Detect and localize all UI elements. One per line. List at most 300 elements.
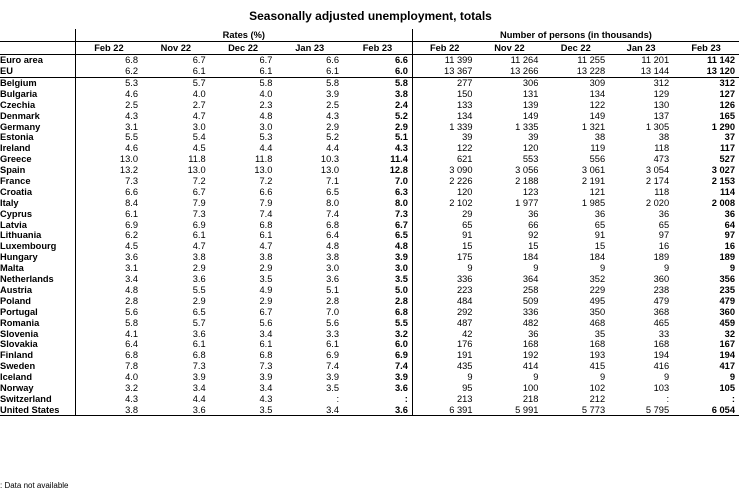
persons-cell: 65 [658, 219, 670, 230]
persons-cell: 29 [412, 208, 476, 219]
persons-group-header: Number of persons (in thousands) [412, 29, 739, 42]
rate-cell: 5.8 [259, 78, 273, 89]
persons-cell: 2 020 [645, 197, 670, 208]
rate-cell: 6.9 [75, 219, 142, 230]
country-cell: Greece [0, 154, 32, 165]
persons-cell: 137 [653, 110, 670, 121]
table-row [0, 394, 739, 405]
persons-cell: 306 [522, 78, 539, 89]
persons-cell: 553 [522, 154, 539, 165]
rate-cell: 7.4 [326, 361, 340, 372]
persons-cell: 238 [653, 284, 670, 295]
rate-cell: 6.9 [326, 350, 340, 361]
rate-cell: 6.6 [326, 55, 340, 66]
persons-cell: 184 [589, 252, 606, 263]
table-row [0, 328, 739, 339]
country-cell: Romania [0, 317, 40, 328]
rate-cell: 3.6 [75, 252, 142, 263]
persons-cell: 1 339 [412, 121, 476, 132]
rate-cell: 3.6 [192, 328, 206, 339]
persons-cell: 13 144 [609, 66, 673, 77]
table-row [0, 121, 739, 132]
persons-cell: 165 [719, 110, 735, 121]
persons-cell: 36 [528, 328, 539, 339]
persons-cell: 368 [653, 306, 670, 317]
persons-cell: 473 [653, 154, 670, 165]
rate-cell: 6.1 [259, 339, 273, 350]
rate-cell: 2.9 [394, 121, 408, 132]
persons-cell: 360 [719, 306, 735, 317]
rate-cell: 3.6 [343, 405, 412, 416]
persons-month-header: Dec 22 [542, 42, 609, 55]
persons-cell: 191 [412, 350, 476, 361]
country-cell: Finland [0, 350, 34, 361]
rate-cell: 4.4 [259, 143, 273, 154]
rate-cell: 6.4 [326, 230, 340, 241]
table-row [0, 208, 739, 219]
rate-cell: 4.7 [192, 110, 206, 121]
persons-cell: 139 [522, 99, 539, 110]
rate-cell: 3.4 [259, 328, 273, 339]
persons-cell: 1 335 [515, 121, 539, 132]
rate-cell: 6.4 [75, 339, 142, 350]
persons-cell: 479 [719, 295, 735, 306]
rate-cell: 13.0 [75, 154, 142, 165]
country-header [0, 42, 75, 55]
persons-cell: 2 188 [515, 176, 539, 187]
country-cell: Cyprus [0, 208, 33, 219]
persons-cell: 3 061 [581, 165, 606, 176]
country-cell: Croatia [0, 186, 33, 197]
persons-cell: 37 [724, 132, 735, 143]
country-cell: Switzerland [0, 393, 52, 404]
rate-cell: 3.3 [326, 328, 340, 339]
rate-cell: 3.2 [394, 328, 408, 339]
rate-cell: 3.8 [259, 252, 273, 263]
persons-cell: 1 985 [581, 197, 606, 208]
rate-cell: 6.1 [210, 66, 277, 77]
rate-cell: 4.3 [75, 110, 142, 121]
rate-cell: 8.0 [326, 197, 340, 208]
persons-cell: 65 [594, 219, 606, 230]
footnote: : Data not available [0, 481, 69, 490]
rates-month-header: Feb 22 [75, 42, 142, 55]
table-row [0, 176, 739, 187]
persons-cell: 487 [412, 317, 476, 328]
rate-cell: 13.0 [320, 165, 340, 176]
rate-cell: 6.0 [394, 339, 408, 350]
table-row [0, 405, 739, 416]
rate-cell: 5.8 [75, 317, 142, 328]
rate-cell: 4.4 [326, 143, 340, 154]
rate-cell: 3.9 [394, 372, 408, 383]
persons-cell: 105 [719, 382, 735, 393]
rate-cell: 6.1 [142, 66, 210, 77]
persons-cell: 65 [412, 219, 476, 230]
persons-cell: 13 228 [542, 66, 609, 77]
table-row [0, 143, 739, 154]
table-row [0, 252, 739, 263]
persons-cell: 9 [412, 263, 476, 274]
rate-cell: 7.2 [259, 176, 273, 187]
persons-cell: 277 [412, 77, 476, 88]
rate-cell: 3.9 [394, 252, 408, 263]
persons-cell: 120 [522, 143, 539, 154]
rate-cell: 7.9 [192, 197, 206, 208]
persons-cell: 149 [589, 110, 606, 121]
persons-month-header: Feb 22 [412, 42, 476, 55]
rate-cell: 4.4 [192, 393, 206, 404]
persons-cell: 11 201 [641, 55, 670, 66]
rate-cell: 4.3 [394, 143, 408, 154]
country-cell: Lithuania [0, 230, 42, 241]
rate-cell: 2.5 [326, 99, 340, 110]
country-cell: Germany [0, 121, 41, 132]
country-cell: Netherlands [0, 274, 54, 285]
rate-cell: 5.1 [394, 132, 408, 143]
corner-cell [0, 29, 75, 42]
rate-cell: 6.7 [259, 306, 273, 317]
persons-cell: 175 [412, 252, 476, 263]
persons-cell: 2 174 [645, 176, 670, 187]
persons-cell: 121 [589, 186, 606, 197]
rate-cell: 6.7 [394, 219, 408, 230]
persons-cell: 360 [653, 274, 670, 285]
persons-cell: 11 399 [412, 55, 476, 66]
table-row [0, 132, 739, 143]
rate-cell: 2.3 [259, 99, 273, 110]
persons-cell: 364 [522, 274, 539, 285]
rate-cell: 4.1 [75, 328, 142, 339]
table-row [0, 110, 739, 121]
rate-cell: 6.1 [192, 339, 206, 350]
rate-cell: 7.3 [192, 361, 206, 372]
rate-cell: : [336, 393, 340, 404]
persons-cell: 9 [599, 263, 606, 274]
persons-cell: 118 [654, 186, 670, 197]
rate-cell: 6.8 [192, 350, 206, 361]
persons-cell: 11 142 [707, 55, 735, 66]
persons-cell: 15 [528, 241, 539, 252]
table-body [0, 55, 739, 416]
table-row [0, 383, 739, 394]
rate-cell: 2.8 [394, 295, 408, 306]
persons-cell: 122 [412, 143, 476, 154]
rate-cell: 4.7 [259, 241, 273, 252]
persons-month-header: Nov 22 [476, 42, 542, 55]
rate-cell: 13.0 [254, 165, 273, 176]
persons-cell: 97 [658, 230, 670, 241]
rates-month-header: Dec 22 [210, 42, 277, 55]
persons-cell: 36 [724, 208, 735, 219]
persons-cell: 11 264 [510, 55, 539, 66]
rate-cell: 3.8 [326, 252, 340, 263]
persons-cell: 350 [589, 306, 606, 317]
country-cell: Czechia [0, 99, 36, 110]
table-row [0, 219, 739, 230]
table-row [0, 77, 739, 88]
country-cell: Slovenia [0, 328, 39, 339]
persons-cell: 309 [589, 78, 606, 89]
rate-cell: 2.8 [75, 296, 142, 307]
rate-cell: 2.9 [192, 263, 206, 274]
persons-cell: 117 [720, 143, 735, 154]
persons-cell: 2 008 [711, 197, 735, 208]
persons-cell: 212 [589, 393, 606, 404]
rate-cell: 3.6 [326, 274, 340, 285]
rate-cell: 4.9 [259, 284, 273, 295]
rate-cell: 4.3 [75, 394, 142, 405]
persons-cell: 36 [528, 208, 539, 219]
persons-cell: 468 [589, 317, 606, 328]
rate-cell: 11.8 [188, 154, 206, 165]
persons-cell: 1 305 [645, 121, 670, 132]
table-row [0, 198, 739, 209]
rate-cell: 4.5 [75, 241, 142, 252]
rate-cell: 3.4 [276, 405, 343, 416]
persons-cell: 13 266 [476, 66, 542, 77]
persons-cell: 417 [719, 361, 735, 372]
persons-cell: 168 [589, 339, 606, 350]
rate-cell: 5.5 [394, 317, 408, 328]
rate-cell: 3.0 [259, 121, 273, 132]
rate-cell: 7.3 [394, 208, 408, 219]
persons-cell: 356 [719, 274, 735, 285]
rate-cell: 4.5 [192, 143, 206, 154]
persons-cell: 15 [594, 241, 606, 252]
persons-cell: 9 [663, 372, 670, 383]
table-row [0, 285, 739, 296]
persons-cell: 556 [589, 154, 606, 165]
rate-cell: 6.3 [394, 186, 408, 197]
rate-cell: 5.5 [75, 132, 142, 143]
country-cell: United States [0, 405, 75, 416]
rate-cell: 6.9 [394, 350, 408, 361]
persons-cell: 416 [653, 361, 670, 372]
persons-cell: 2 153 [711, 176, 735, 187]
rate-cell: 6.8 [259, 219, 273, 230]
rate-cell: 11.4 [390, 154, 408, 165]
country-cell: France [0, 176, 31, 187]
persons-cell: 134 [589, 88, 606, 99]
persons-cell: 91 [594, 230, 606, 241]
rate-cell: 4.8 [326, 241, 340, 252]
persons-cell: 1 977 [515, 197, 539, 208]
persons-cell: 149 [522, 110, 539, 121]
rate-cell: 3.1 [75, 263, 142, 274]
rate-cell: 6.2 [75, 230, 142, 241]
rate-cell: 5.8 [394, 78, 408, 89]
rate-cell: 6.2 [75, 66, 142, 77]
rate-cell: 3.5 [394, 274, 408, 285]
persons-cell: 13 367 [412, 66, 476, 77]
persons-cell: 2 226 [412, 176, 476, 187]
persons-cell: 123 [522, 186, 539, 197]
country-cell: Slovakia [0, 339, 38, 350]
rate-cell: 6.8 [326, 219, 340, 230]
persons-cell: 126 [719, 99, 735, 110]
rate-cell: 6.8 [394, 306, 408, 317]
rate-cell: 10.3 [320, 154, 340, 165]
rate-cell: 6.1 [276, 66, 343, 77]
persons-cell: 415 [589, 361, 606, 372]
table-row [0, 296, 739, 307]
table-row [0, 230, 739, 241]
persons-cell: 5 773 [542, 405, 609, 416]
persons-cell: : [731, 393, 735, 404]
persons-cell: 100 [522, 382, 539, 393]
rate-cell: 2.9 [259, 295, 273, 306]
rate-cell: 7.8 [75, 361, 142, 372]
rate-cell: 11.8 [255, 154, 273, 165]
persons-cell: 459 [719, 317, 735, 328]
persons-cell: 336 [522, 306, 539, 317]
country-cell: Estonia [0, 132, 34, 143]
rate-cell: 3.9 [192, 372, 206, 383]
rate-cell: 7.3 [259, 361, 273, 372]
table-row [0, 187, 739, 198]
persons-cell: 11 255 [577, 55, 606, 66]
persons-cell: 414 [522, 361, 539, 372]
rate-cell: 6.6 [259, 186, 273, 197]
persons-cell: 122 [589, 99, 606, 110]
country-cell: EU [0, 66, 75, 77]
persons-cell: 223 [412, 285, 476, 296]
persons-cell: 5 991 [476, 405, 542, 416]
rate-cell: 4.0 [259, 88, 273, 99]
rate-cell: 3.6 [192, 274, 206, 285]
persons-cell: 3 027 [711, 165, 735, 176]
persons-cell: 482 [522, 317, 539, 328]
rate-cell: 2.5 [75, 100, 142, 111]
rate-cell: 5.5 [192, 284, 206, 295]
country-cell: Euro area [0, 55, 43, 66]
rate-cell: 3.6 [394, 382, 408, 393]
rate-cell: 7.0 [394, 176, 408, 187]
rate-cell: 13.2 [75, 165, 142, 176]
country-cell: Belgium [0, 78, 37, 89]
persons-cell: 2 191 [581, 176, 606, 187]
country-cell: Ireland [0, 143, 31, 154]
rate-cell: 7.3 [192, 208, 206, 219]
persons-cell: 92 [528, 230, 539, 241]
table-row [0, 241, 739, 252]
persons-cell: 3 054 [645, 165, 670, 176]
rate-cell: 4.3 [326, 110, 340, 121]
persons-cell: 16 [658, 241, 670, 252]
rate-cell: 3.0 [326, 263, 340, 274]
persons-cell: 9 [533, 263, 539, 274]
rate-cell: 3.8 [192, 252, 206, 263]
rate-cell: 7.3 [75, 176, 142, 187]
rate-cell: 6.1 [326, 339, 340, 350]
table-row [0, 66, 739, 77]
rate-cell: 3.4 [192, 382, 206, 393]
persons-cell: 5 795 [609, 405, 673, 416]
rate-cell: 2.9 [192, 295, 206, 306]
rate-cell: 7.2 [192, 176, 206, 187]
rate-cell: 6.8 [75, 55, 142, 66]
persons-cell: 465 [653, 317, 670, 328]
persons-cell: 167 [719, 339, 735, 350]
rate-cell: 4.7 [192, 241, 206, 252]
table-row [0, 55, 739, 66]
table-row [0, 350, 739, 361]
persons-cell: 189 [719, 252, 735, 263]
persons-cell: 168 [653, 339, 670, 350]
table-row [0, 100, 739, 111]
rates-month-header: Feb 23 [343, 42, 412, 55]
table-title: Seasonally adjusted unemployment, totals [249, 9, 492, 23]
rate-cell: 6.8 [259, 350, 273, 361]
persons-cell: 168 [522, 339, 539, 350]
persons-cell: 176 [412, 339, 476, 350]
rate-cell: 4.0 [192, 88, 206, 99]
table-row [0, 165, 739, 176]
persons-month-header: Feb 23 [673, 42, 739, 55]
rate-cell: 5.1 [326, 284, 340, 295]
rate-cell: 3.0 [192, 121, 206, 132]
rate-cell: 6.1 [192, 230, 206, 241]
rate-cell: 7.9 [259, 197, 273, 208]
rate-cell: 6.0 [343, 66, 412, 77]
persons-cell: 16 [724, 241, 735, 252]
country-cell: Latvia [0, 219, 27, 230]
persons-cell: 134 [412, 110, 476, 121]
rate-cell: 4.6 [75, 89, 142, 100]
country-cell: Iceland [0, 372, 33, 383]
rate-cell: 8.0 [394, 197, 408, 208]
persons-cell: 235 [719, 284, 735, 295]
country-cell: Sweden [0, 361, 36, 372]
rate-cell: 6.6 [75, 187, 142, 198]
persons-cell: 484 [412, 296, 476, 307]
rate-cell: 6.6 [394, 55, 408, 66]
persons-cell: 435 [412, 361, 476, 372]
rate-cell: 6.7 [192, 55, 206, 66]
persons-cell: 120 [412, 187, 476, 198]
rate-cell: 5.6 [326, 317, 340, 328]
persons-cell: 39 [412, 132, 476, 143]
country-cell: Norway [0, 382, 34, 393]
rate-cell: 5.3 [75, 77, 142, 88]
persons-cell: 38 [658, 132, 670, 143]
persons-cell: 13 120 [673, 66, 739, 77]
rate-cell: 5.8 [326, 78, 340, 89]
rate-cell: 3.5 [326, 382, 340, 393]
persons-cell: 509 [522, 295, 539, 306]
country-cell: Denmark [0, 110, 40, 121]
persons-cell: 189 [653, 252, 670, 263]
persons-cell: 621 [412, 154, 476, 165]
rate-cell: 3.5 [259, 274, 273, 285]
persons-cell: 527 [719, 154, 735, 165]
rate-cell: 3.9 [326, 88, 340, 99]
rate-cell: 3.2 [75, 383, 142, 394]
rate-cell: 3.1 [75, 121, 142, 132]
persons-cell: 36 [594, 208, 606, 219]
persons-cell: 258 [522, 284, 539, 295]
rate-cell: 6.5 [326, 186, 340, 197]
rate-cell: 7.1 [326, 176, 340, 187]
rate-cell: 5.6 [259, 317, 273, 328]
persons-cell: 229 [589, 284, 606, 295]
persons-cell: 9 [599, 372, 606, 383]
persons-cell: 66 [528, 219, 539, 230]
persons-cell: 6 391 [412, 405, 476, 416]
persons-cell: 184 [522, 252, 539, 263]
persons-cell: 150 [412, 89, 476, 100]
